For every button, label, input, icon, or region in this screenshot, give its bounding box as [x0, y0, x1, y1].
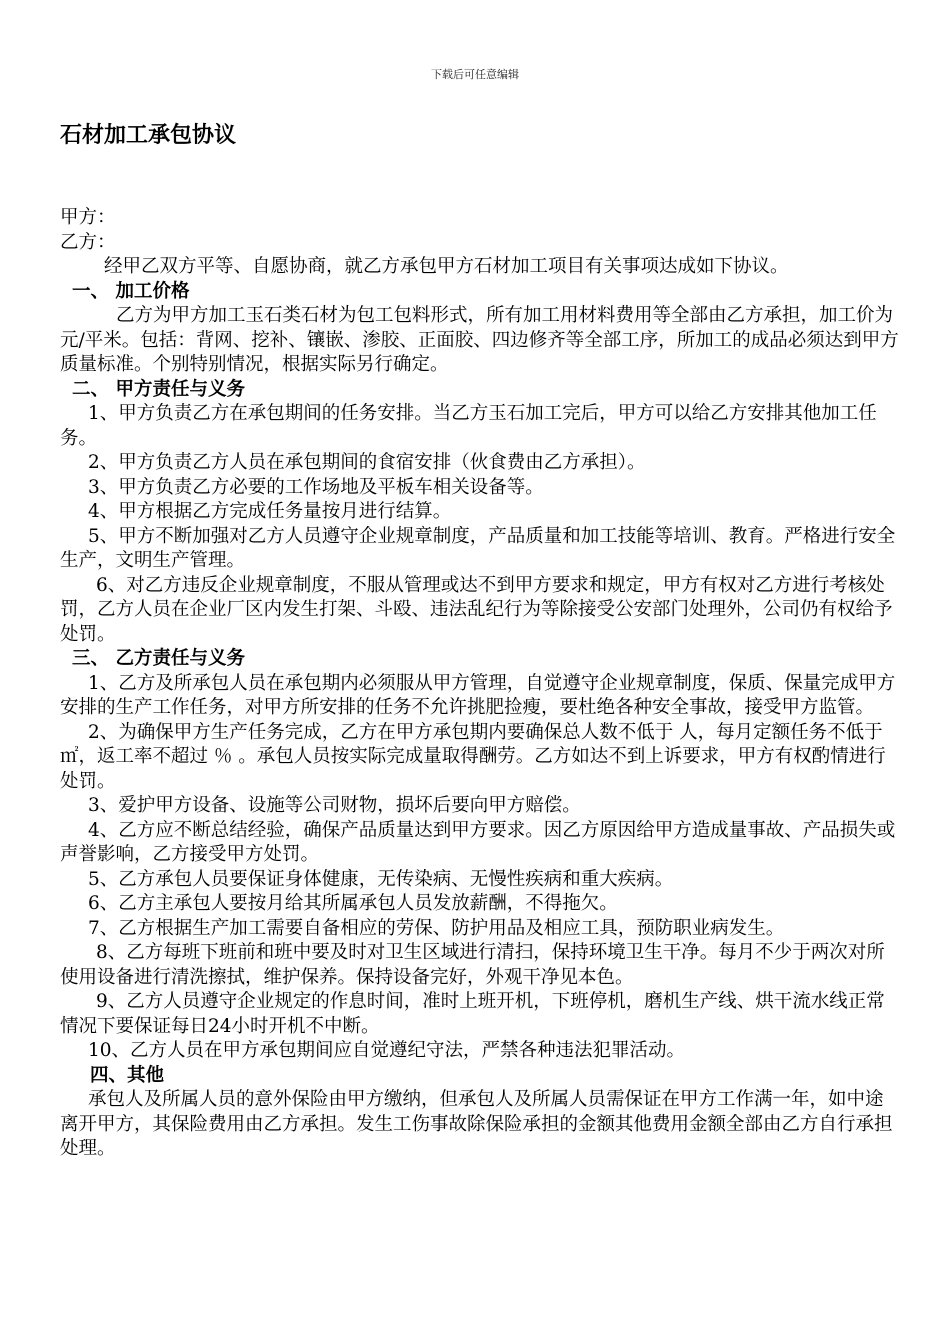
party-b-line: 乙方：	[60, 231, 116, 253]
section-3-item: 3、爱护甲方设备、设施等公司财物，损坏后要向甲方赔偿。	[88, 795, 581, 816]
section-2-item: 5、甲方不断加强对乙方人员遵守企业规章制度，产品质量和加工技能等培训、教育。严格进行安全生产，文明生产管理。	[60, 525, 896, 571]
section-4-paragraph: 承包人及所属人员的意外保险由甲方缴纳，但承包人及所属人员需保证在甲方工作满一年，如中途离开甲方，其保险费用由乙方承担。发生工伤事故除保险承担的金额其他费用金额全部由乙方自行承担处理。	[60, 1089, 893, 1159]
section-3-item: 5、乙方承包人员要保证身体健康，无传染病、无慢性疾病和重大疾病。	[88, 868, 674, 890]
section-3-item: 4、乙方应不断总结经验，确保产品质量达到甲方要求。因乙方原因给甲方造成量事故、产品损失或声誉影响，乙方接受甲方处罚。	[60, 819, 896, 865]
section-3-item: 1、乙方及所承包人员在承包期内必须服从甲方管理，自觉遵守企业规章制度，保质、保量完成甲方安排的生产工作任务，对甲方所安排的任务不允许挑肥捡瘦，要杜绝各种安全事故，接受甲方监管。	[60, 672, 896, 718]
document-body	[60, 206, 900, 1162]
section-3-item: 7、乙方根据生产加工需要自备相应的劳保、防护用品及相应工具，预防职业病发生。	[88, 917, 785, 939]
section-2-heading: 二、 甲方责任与义务	[72, 378, 245, 400]
section-2-item: 1、甲方负责乙方在承包期间的任务安排。当乙方玉石加工完后，甲方可以给乙方安排其他加工任务。	[60, 403, 877, 449]
party-a-line: 甲方：	[60, 207, 116, 228]
section-3-item: 6、乙方主承包人要按月给其所属承包人员发放薪酬，不得拖欠。	[88, 893, 618, 914]
intro-paragraph: 经甲乙双方平等、自愿协商，就乙方承包甲方石材加工项目有关事项达成如下协议。	[104, 256, 789, 277]
section-1-heading: 一、 加工价格	[72, 280, 190, 302]
section-3-item: 9、乙方人员遵守企业规定的作息时间，准时上班开机，下班停机，磨机生产线、烘干流水线正常情况下要保证每日24小时开机不中断。	[60, 991, 885, 1037]
section-3-item: 2、为确保甲方生产任务完成，乙方在甲方承包期内要确保总人数不低于 人，每月定额任务不低于 ㎡，返工率不超过 ％ 。承包人员按实际完成量取得酬劳。乙方如达不到上诉要求，甲方有权酌情进行处罚。	[60, 721, 886, 792]
section-2-item: 3、甲方负责乙方必要的工作场地及平板车相关设备等。	[88, 476, 544, 498]
section-3-item: 10、乙方人员在甲方承包期间应自觉遵纪守法，严禁各种违法犯罪活动。	[88, 1040, 686, 1061]
page-header: 下载后可任意编辑	[431, 68, 519, 81]
section-2-item: 2、甲方负责乙方人员在承包期间的食宿安排（伙食费由乙方承担）。	[88, 452, 646, 473]
section-3-heading: 三、 乙方责任与义务	[72, 648, 245, 669]
document-title: 石材加工承包协议	[60, 123, 237, 148]
section-2-item: 4、甲方根据乙方完成任务量按月进行结算。	[88, 501, 452, 522]
section-2-item: 6、对乙方违反企业规章制度，不服从管理或达不到甲方要求和规定，甲方有权对乙方进行考核处罚，乙方人员在企业厂区内发生打架、斗殴、违法乱纪行为等除接受公安部门处理外，公司仍有权给予处罚。	[60, 574, 893, 645]
section-4-heading: 四、其他	[90, 1064, 165, 1086]
section-1-paragraph: 乙方为甲方加工玉石类石材为包工包料形式，所有加工用材料费用等全部由乙方承担，加工价为 元/平米。包括：背网、挖补、镶嵌、渗胶、正面胶、四边修齐等全部工序，所加工的成品必须达到甲方质量标准。个别特别情况，根据实际另行确定。	[60, 305, 899, 375]
section-3-item: 8、乙方每班下班前和班中要及时对卫生区域进行清扫，保持环境卫生干净。每月不少于两次对所使用设备进行清洗擦拭，维护保养。保持设备完好，外观干净见本色。	[60, 942, 885, 988]
